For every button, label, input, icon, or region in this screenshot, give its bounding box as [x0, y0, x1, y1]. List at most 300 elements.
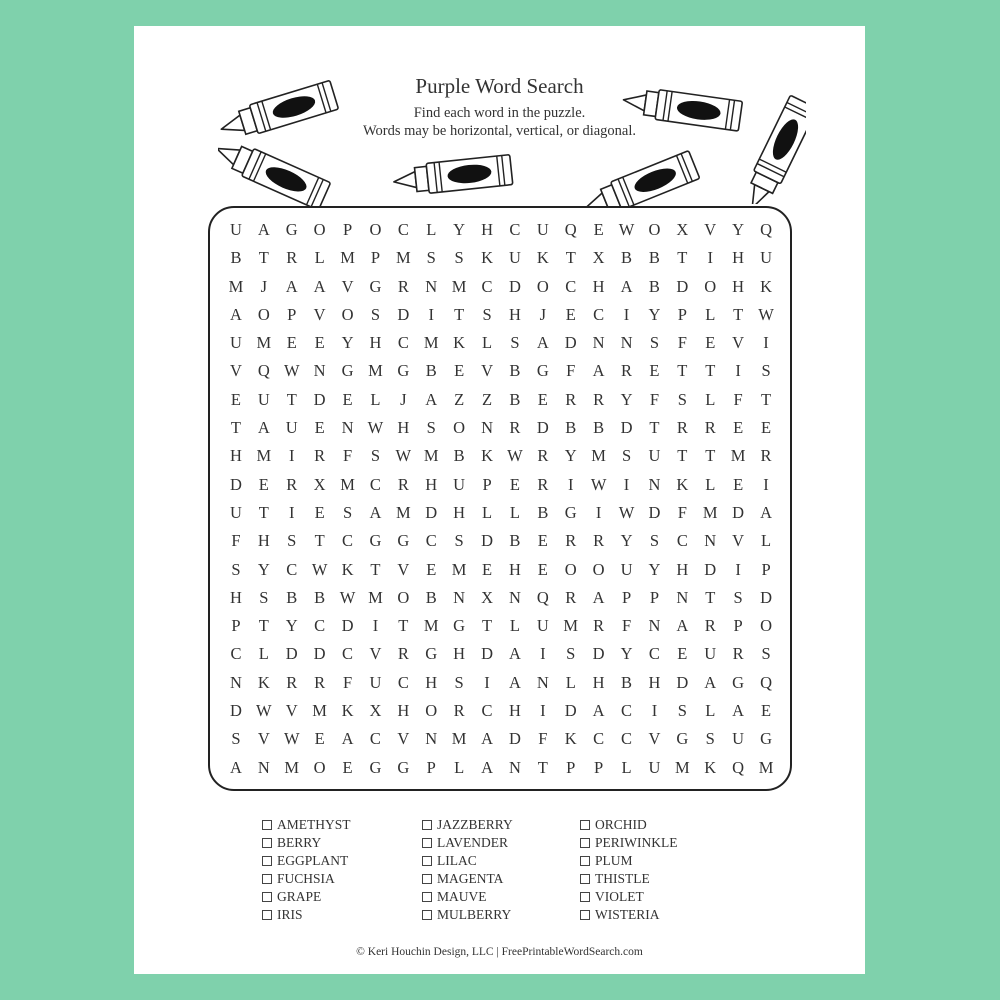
grid-letter[interactable]: G	[564, 502, 577, 522]
grid-letter[interactable]: U	[536, 220, 549, 239]
grid-letter[interactable]: S	[649, 531, 660, 551]
grid-letter[interactable]: C	[369, 729, 381, 749]
grid-letter[interactable]: E	[537, 531, 548, 551]
grid-letter[interactable]: Q	[732, 757, 745, 777]
grid-letter[interactable]: S	[370, 446, 381, 466]
grid-letter[interactable]: D	[676, 672, 689, 692]
word-checkbox[interactable]	[580, 892, 590, 902]
grid-letter[interactable]: N	[257, 757, 270, 777]
grid-letter[interactable]: N	[508, 757, 521, 777]
grid-letter[interactable]: A	[760, 502, 772, 522]
grid-letter[interactable]: B	[314, 587, 326, 607]
grid-letter[interactable]: V	[369, 644, 382, 664]
grid-letter[interactable]: G	[397, 361, 410, 381]
grid-letter[interactable]: L	[258, 644, 269, 664]
grid-letter[interactable]: I	[735, 559, 741, 579]
grid-letter[interactable]: M	[340, 474, 355, 494]
grid-letter[interactable]: S	[370, 304, 381, 324]
grid-letter[interactable]: N	[453, 587, 466, 607]
grid-letter[interactable]: W	[311, 559, 328, 579]
grid-letter[interactable]: E	[230, 389, 241, 409]
grid-letter[interactable]: A	[732, 701, 745, 721]
grid-letter[interactable]: Y	[620, 531, 633, 551]
grid-letter[interactable]: N	[648, 474, 661, 494]
grid-letter[interactable]: U	[369, 672, 382, 692]
grid-letter[interactable]: E	[258, 474, 269, 494]
grid-letter[interactable]: I	[623, 474, 630, 494]
grid-letter[interactable]: K	[704, 757, 717, 777]
grid-letter[interactable]: E	[537, 559, 548, 579]
grid-letter[interactable]: V	[397, 729, 410, 749]
grid-letter[interactable]: Q	[257, 361, 270, 381]
grid-letter[interactable]: H	[592, 672, 605, 692]
grid-letter[interactable]: S	[705, 729, 715, 749]
grid-letter[interactable]: W	[283, 361, 300, 381]
word-checkbox[interactable]	[580, 874, 590, 884]
grid-letter[interactable]: L	[509, 616, 520, 636]
grid-letter[interactable]: R	[314, 672, 326, 692]
grid-letter[interactable]: M	[675, 757, 690, 777]
grid-letter[interactable]: E	[760, 701, 772, 721]
grid-letter[interactable]: L	[565, 672, 576, 692]
grid-letter[interactable]: Y	[453, 220, 466, 239]
grid-letter[interactable]: S	[761, 361, 771, 381]
grid-letter[interactable]: X	[369, 701, 382, 721]
grid-letter[interactable]: N	[536, 672, 549, 692]
grid-letter[interactable]: K	[341, 559, 354, 579]
grid-letter[interactable]: H	[453, 644, 466, 664]
grid-letter[interactable]: G	[341, 361, 354, 381]
grid-letter[interactable]: J	[400, 389, 407, 409]
word-checkbox[interactable]	[422, 874, 432, 884]
grid-letter[interactable]: B	[230, 248, 242, 268]
grid-letter[interactable]: J	[539, 304, 547, 324]
grid-letter[interactable]: T	[230, 418, 241, 438]
grid-letter[interactable]: O	[453, 418, 466, 438]
grid-letter[interactable]: V	[313, 304, 326, 324]
grid-letter[interactable]: M	[368, 587, 383, 607]
word-checkbox[interactable]	[580, 838, 590, 848]
grid-letter[interactable]: C	[593, 729, 605, 749]
grid-letter[interactable]: M	[312, 701, 327, 721]
grid-letter[interactable]: V	[257, 729, 270, 749]
grid-letter[interactable]: K	[481, 446, 493, 466]
grid-letter[interactable]: U	[704, 644, 717, 664]
grid-letter[interactable]: F	[621, 616, 632, 636]
grid-letter[interactable]: W	[758, 304, 774, 324]
grid-letter[interactable]: M	[396, 502, 411, 522]
grid-letter[interactable]: Z	[454, 389, 465, 409]
grid-letter[interactable]: V	[732, 531, 745, 551]
grid-letter[interactable]: S	[677, 389, 687, 409]
grid-letter[interactable]: D	[313, 389, 326, 409]
grid-letter[interactable]: M	[451, 276, 467, 296]
grid-letter[interactable]: A	[592, 587, 605, 607]
grid-letter[interactable]: V	[341, 276, 354, 296]
grid-letter[interactable]: O	[425, 701, 438, 721]
grid-letter[interactable]: A	[592, 361, 605, 381]
grid-letter[interactable]: W	[256, 701, 272, 721]
grid-letter[interactable]: T	[314, 531, 325, 551]
grid-letter[interactable]: N	[313, 361, 326, 381]
word-checkbox[interactable]	[422, 892, 432, 902]
grid-letter[interactable]: D	[592, 644, 605, 664]
grid-letter[interactable]: Y	[648, 559, 661, 579]
grid-letter[interactable]: H	[453, 502, 466, 522]
grid-letter[interactable]: C	[676, 531, 688, 551]
word-checkbox[interactable]	[580, 856, 590, 866]
word-checkbox[interactable]	[422, 910, 432, 920]
grid-letter[interactable]: K	[341, 701, 354, 721]
grid-letter[interactable]: C	[342, 531, 354, 551]
grid-letter[interactable]: C	[230, 644, 242, 664]
grid-letter[interactable]: M	[758, 757, 774, 777]
grid-letter[interactable]: H	[732, 248, 745, 268]
grid-letter[interactable]: R	[286, 672, 298, 692]
grid-letter[interactable]: S	[342, 502, 353, 522]
grid-letter[interactable]: T	[258, 616, 269, 636]
grid-letter[interactable]: Y	[620, 389, 633, 409]
grid-letter[interactable]: W	[339, 587, 356, 607]
grid-letter[interactable]: C	[593, 304, 605, 324]
grid-letter[interactable]: A	[481, 729, 493, 749]
grid-letter[interactable]: X	[313, 474, 326, 494]
grid-letter[interactable]: I	[428, 304, 434, 324]
grid-letter[interactable]: G	[732, 672, 745, 692]
grid-letter[interactable]: Q	[536, 587, 549, 607]
grid-letter[interactable]: V	[648, 729, 661, 749]
grid-letter[interactable]: M	[730, 446, 746, 466]
grid-letter[interactable]: O	[536, 276, 549, 296]
grid-letter[interactable]: B	[648, 276, 660, 296]
grid-letter[interactable]: H	[648, 672, 661, 692]
grid-letter[interactable]: P	[621, 587, 632, 607]
grid-letter[interactable]: O	[564, 559, 577, 579]
grid-letter[interactable]: C	[509, 220, 521, 239]
grid-letter[interactable]: S	[677, 701, 687, 721]
grid-letter[interactable]: L	[621, 757, 632, 777]
grid-letter[interactable]: B	[425, 587, 437, 607]
grid-letter[interactable]: S	[733, 587, 743, 607]
grid-letter[interactable]: B	[593, 418, 605, 438]
grid-letter[interactable]: R	[621, 361, 633, 381]
grid-letter[interactable]: T	[705, 446, 716, 466]
grid-letter[interactable]: W	[367, 418, 384, 438]
grid-letter[interactable]: T	[733, 304, 744, 324]
grid-letter[interactable]: K	[564, 729, 577, 749]
grid-letter[interactable]: G	[453, 616, 466, 636]
grid-letter[interactable]: B	[537, 502, 549, 522]
grid-letter[interactable]: T	[677, 446, 688, 466]
grid-letter[interactable]: E	[314, 729, 325, 749]
grid-letter[interactable]: E	[286, 333, 297, 353]
grid-letter[interactable]: R	[397, 474, 409, 494]
word-checkbox[interactable]	[262, 892, 272, 902]
grid-letter[interactable]: E	[733, 418, 744, 438]
grid-letter[interactable]: M	[702, 502, 718, 522]
grid-letter[interactable]: W	[283, 729, 300, 749]
grid-letter[interactable]: U	[257, 389, 270, 409]
grid-letter[interactable]: D	[536, 418, 549, 438]
grid-letter[interactable]: V	[481, 361, 493, 381]
grid-letter[interactable]: P	[594, 757, 604, 777]
grid-letter[interactable]: O	[704, 276, 717, 296]
grid-letter[interactable]: T	[481, 616, 493, 636]
grid-letter[interactable]: H	[397, 701, 410, 721]
grid-letter[interactable]: R	[453, 701, 465, 721]
grid-letter[interactable]: P	[733, 616, 743, 636]
grid-letter[interactable]: C	[481, 701, 493, 721]
grid-letter[interactable]: D	[648, 502, 661, 522]
grid-letter[interactable]: W	[507, 446, 523, 466]
grid-letter[interactable]: A	[508, 644, 521, 664]
grid-letter[interactable]: L	[509, 502, 520, 522]
grid-letter[interactable]: M	[256, 446, 272, 466]
grid-letter[interactable]: P	[426, 757, 436, 777]
word-checkbox[interactable]	[422, 838, 432, 848]
grid-letter[interactable]: O	[313, 220, 326, 239]
grid-letter[interactable]: D	[341, 616, 354, 636]
grid-letter[interactable]: R	[537, 474, 549, 494]
grid-letter[interactable]: O	[313, 757, 326, 777]
grid-letter[interactable]: A	[620, 276, 633, 296]
grid-letter[interactable]: H	[229, 446, 242, 466]
grid-letter[interactable]: R	[593, 389, 605, 409]
grid-letter[interactable]: T	[258, 502, 269, 522]
grid-letter[interactable]: L	[370, 389, 381, 409]
grid-letter[interactable]: B	[621, 672, 633, 692]
grid-letter[interactable]: K	[760, 276, 772, 296]
grid-letter[interactable]: O	[592, 559, 605, 579]
grid-letter[interactable]: K	[676, 474, 689, 494]
grid-letter[interactable]: A	[369, 502, 382, 522]
grid-letter[interactable]: X	[592, 248, 605, 268]
grid-letter[interactable]: P	[370, 248, 381, 268]
grid-letter[interactable]: M	[256, 333, 272, 353]
grid-letter[interactable]: N	[620, 333, 633, 353]
grid-letter[interactable]: H	[732, 276, 745, 296]
grid-letter[interactable]: D	[732, 502, 745, 522]
grid-letter[interactable]: O	[760, 616, 772, 636]
grid-letter[interactable]: N	[481, 418, 493, 438]
grid-letter[interactable]: S	[287, 531, 297, 551]
grid-letter[interactable]: R	[565, 587, 577, 607]
grid-letter[interactable]: G	[369, 276, 382, 296]
grid-letter[interactable]: L	[481, 502, 493, 522]
grid-letter[interactable]: B	[621, 248, 633, 268]
word-checkbox[interactable]	[262, 838, 272, 848]
grid-letter[interactable]: M	[228, 276, 244, 296]
grid-letter[interactable]: I	[540, 701, 546, 721]
grid-letter[interactable]: R	[732, 644, 744, 664]
grid-letter[interactable]: E	[537, 389, 548, 409]
grid-letter[interactable]: U	[536, 616, 549, 636]
grid-letter[interactable]: S	[426, 418, 436, 438]
grid-letter[interactable]: A	[229, 757, 242, 777]
grid-letter[interactable]: T	[398, 616, 409, 636]
word-checkbox[interactable]	[422, 820, 432, 830]
grid-letter[interactable]: C	[342, 644, 354, 664]
grid-letter[interactable]: U	[229, 333, 242, 353]
grid-letter[interactable]: H	[481, 220, 493, 239]
grid-letter[interactable]: G	[397, 531, 410, 551]
word-checkbox[interactable]	[262, 874, 272, 884]
word-checkbox[interactable]	[262, 910, 272, 920]
grid-letter[interactable]: Y	[257, 559, 270, 579]
grid-letter[interactable]: T	[705, 587, 716, 607]
grid-letter[interactable]: T	[537, 757, 548, 777]
grid-letter[interactable]: U	[229, 502, 242, 522]
grid-letter[interactable]: M	[423, 333, 439, 353]
grid-letter[interactable]: O	[257, 304, 270, 324]
grid-letter[interactable]: F	[649, 389, 660, 409]
grid-letter[interactable]: D	[229, 701, 242, 721]
grid-letter[interactable]: H	[508, 701, 521, 721]
grid-letter[interactable]: H	[425, 474, 438, 494]
grid-letter[interactable]: G	[760, 729, 772, 749]
grid-letter[interactable]: P	[566, 757, 576, 777]
grid-letter[interactable]: A	[481, 757, 493, 777]
grid-letter[interactable]: H	[592, 276, 605, 296]
word-checkbox[interactable]	[580, 910, 590, 920]
grid-letter[interactable]: U	[453, 474, 466, 494]
grid-letter[interactable]: W	[618, 220, 635, 239]
grid-letter[interactable]: C	[397, 333, 409, 353]
grid-letter[interactable]: E	[314, 502, 325, 522]
grid-letter[interactable]: M	[451, 729, 467, 749]
grid-letter[interactable]: L	[760, 531, 772, 551]
grid-letter[interactable]: A	[704, 672, 717, 692]
grid-letter[interactable]: D	[397, 304, 410, 324]
word-checkbox[interactable]	[262, 856, 272, 866]
grid-letter[interactable]: I	[763, 474, 769, 494]
grid-letter[interactable]: U	[229, 220, 242, 239]
grid-letter[interactable]: B	[286, 587, 298, 607]
grid-letter[interactable]: G	[425, 644, 438, 664]
word-checkbox[interactable]	[262, 820, 272, 830]
grid-letter[interactable]: E	[677, 644, 688, 664]
grid-letter[interactable]: R	[397, 276, 409, 296]
grid-letter[interactable]: I	[595, 502, 602, 522]
grid-letter[interactable]: U	[285, 418, 298, 438]
grid-letter[interactable]: S	[454, 248, 464, 268]
grid-letter[interactable]: D	[229, 474, 242, 494]
grid-letter[interactable]: C	[481, 276, 493, 296]
grid-letter[interactable]: C	[397, 672, 409, 692]
grid-letter[interactable]: S	[649, 333, 660, 353]
grid-letter[interactable]: A	[257, 220, 270, 239]
grid-letter[interactable]: T	[760, 389, 772, 409]
grid-letter[interactable]: E	[342, 389, 353, 409]
grid-letter[interactable]: L	[705, 474, 716, 494]
grid-letter[interactable]: M	[423, 446, 439, 466]
grid-letter[interactable]: C	[648, 644, 660, 664]
grid-letter[interactable]: N	[508, 587, 521, 607]
grid-letter[interactable]: N	[425, 729, 438, 749]
grid-letter[interactable]: D	[760, 587, 772, 607]
word-checkbox[interactable]	[580, 820, 590, 830]
grid-letter[interactable]: Y	[341, 333, 354, 353]
grid-letter[interactable]: Y	[732, 220, 745, 239]
grid-letter[interactable]: D	[285, 644, 298, 664]
grid-letter[interactable]: H	[397, 418, 410, 438]
grid-letter[interactable]: M	[340, 248, 355, 268]
grid-letter[interactable]: N	[704, 531, 717, 551]
grid-letter[interactable]: P	[287, 304, 297, 324]
grid-letter[interactable]: V	[285, 701, 298, 721]
grid-letter[interactable]: B	[425, 361, 437, 381]
grid-letter[interactable]: X	[481, 587, 493, 607]
grid-letter[interactable]: R	[565, 389, 577, 409]
grid-letter[interactable]: D	[425, 502, 438, 522]
grid-letter[interactable]: H	[425, 672, 438, 692]
grid-letter[interactable]: A	[425, 389, 438, 409]
grid-letter[interactable]: D	[481, 531, 493, 551]
grid-letter[interactable]: F	[677, 333, 687, 353]
grid-letter[interactable]: C	[314, 616, 326, 636]
grid-letter[interactable]: C	[621, 729, 633, 749]
grid-letter[interactable]: U	[760, 248, 772, 268]
grid-letter[interactable]: F	[677, 502, 687, 522]
grid-letter[interactable]: U	[732, 729, 745, 749]
grid-letter[interactable]: B	[648, 248, 660, 268]
grid-letter[interactable]: A	[257, 418, 270, 438]
grid-letter[interactable]: G	[536, 361, 549, 381]
grid-letter[interactable]: M	[284, 757, 300, 777]
grid-letter[interactable]: D	[564, 701, 577, 721]
grid-letter[interactable]: K	[536, 248, 549, 268]
grid-letter[interactable]: K	[481, 248, 493, 268]
grid-letter[interactable]: E	[342, 757, 353, 777]
grid-letter[interactable]: V	[704, 220, 717, 239]
grid-letter[interactable]: E	[509, 474, 520, 494]
grid-letter[interactable]: R	[314, 446, 326, 466]
grid-letter[interactable]: N	[676, 587, 689, 607]
grid-letter[interactable]: T	[649, 418, 660, 438]
grid-letter[interactable]: S	[482, 304, 492, 324]
grid-letter[interactable]: F	[342, 672, 353, 692]
grid-letter[interactable]: E	[481, 559, 493, 579]
grid-letter[interactable]: K	[257, 672, 270, 692]
grid-letter[interactable]: N	[425, 276, 438, 296]
grid-letter[interactable]: Q	[564, 220, 577, 239]
grid-letter[interactable]: G	[397, 757, 410, 777]
grid-letter[interactable]: N	[648, 616, 661, 636]
grid-letter[interactable]: R	[760, 446, 772, 466]
grid-letter[interactable]: I	[567, 474, 574, 494]
grid-letter[interactable]: C	[621, 701, 633, 721]
grid-letter[interactable]: U	[648, 446, 661, 466]
grid-letter[interactable]: C	[425, 531, 437, 551]
grid-letter[interactable]: R	[397, 644, 409, 664]
grid-letter[interactable]: A	[592, 701, 605, 721]
grid-letter[interactable]: M	[396, 248, 411, 268]
grid-letter[interactable]: F	[342, 446, 353, 466]
grid-letter[interactable]: L	[314, 248, 325, 268]
grid-letter[interactable]: X	[676, 220, 689, 239]
grid-letter[interactable]: H	[229, 587, 242, 607]
grid-letter[interactable]: R	[704, 418, 716, 438]
grid-letter[interactable]: M	[591, 446, 606, 466]
grid-letter[interactable]: S	[231, 559, 241, 579]
grid-letter[interactable]: G	[369, 531, 382, 551]
grid-letter[interactable]: T	[370, 559, 381, 579]
grid-letter[interactable]: E	[426, 559, 437, 579]
grid-letter[interactable]: I	[372, 616, 379, 636]
grid-letter[interactable]: O	[341, 304, 354, 324]
grid-letter[interactable]: G	[369, 757, 382, 777]
grid-letter[interactable]: R	[704, 616, 716, 636]
